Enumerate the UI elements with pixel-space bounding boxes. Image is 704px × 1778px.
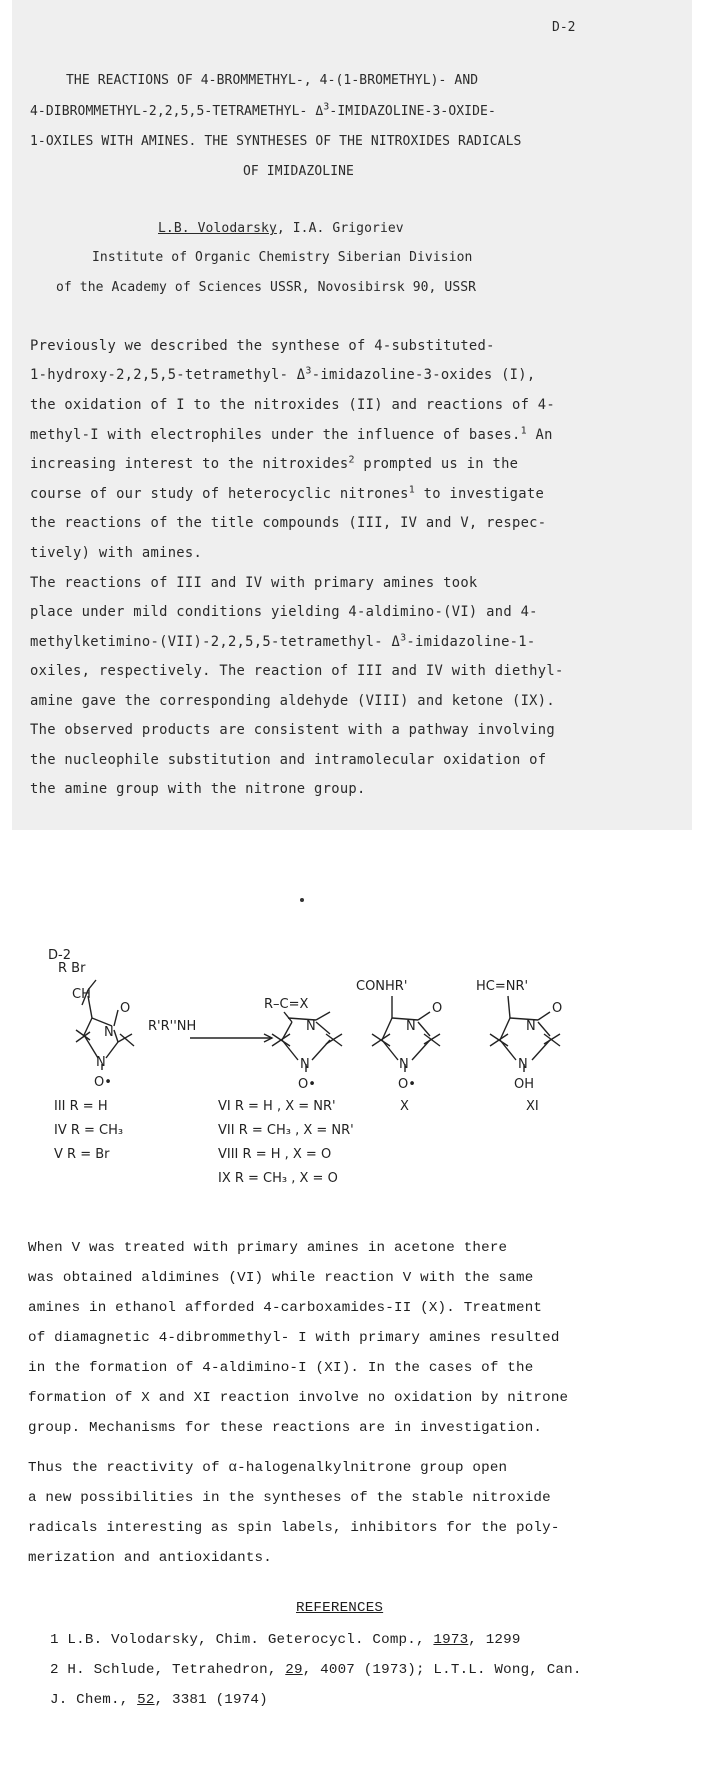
text-line: tively) with amines. xyxy=(30,545,203,561)
text-line: was obtained aldimines (VI) while reaction V with the same xyxy=(28,1270,534,1286)
compound-xi-substituent: HC=NR' xyxy=(476,979,529,994)
start-o: O xyxy=(120,1001,131,1016)
reagent-label: R'R''NH xyxy=(148,1019,197,1034)
text-line: The reactions of III and IV with primary amines took xyxy=(30,575,478,591)
affiliation-line-1: Institute of Organic Chemistry Siberian Division xyxy=(92,250,473,265)
start-compound-v: V R = Br xyxy=(54,1147,110,1162)
start-substituents: R Br xyxy=(58,961,86,976)
product-vii: VII R = CH₃ , X = NR' xyxy=(218,1123,354,1138)
start-n-bottom: N xyxy=(96,1055,106,1070)
text-line: the amine group with the nitrone group. xyxy=(30,781,366,797)
text-line: the nucleophile substitution and intramolecular oxidation of xyxy=(30,752,547,768)
text-line: in the formation of 4-aldimino-I (XI). In the cases of the xyxy=(28,1360,534,1376)
title-line-3: 1-OXILES WITH AMINES. THE SYNTHESES OF THE NITROXIDES RADICALS xyxy=(30,134,522,149)
text-line: The observed products are consistent with a pathway involving xyxy=(30,722,555,738)
text-line: oxiles, respectively. The reaction of III and IV with diethyl- xyxy=(30,663,564,679)
title-line-2: 4-DIBROMMETHYL-2,2,5,5-TETRAMETHYL- $\Delta^3-IMIDAZOLINE-3-OXIDE-$ xyxy=(30,101,496,119)
text-line: the oxidation of I to the nitroxides (II) and reactions of 4- xyxy=(30,397,555,413)
start-o-radical: O• xyxy=(94,1075,112,1090)
text-line: place under mild conditions yielding 4-aldimino-(VI) and 4- xyxy=(30,604,538,620)
page-label: D-2 xyxy=(552,20,576,35)
compound-xi-o: O xyxy=(552,1001,563,1016)
references-heading: REFERENCES xyxy=(296,1600,384,1616)
text-line: formation of X and XI reaction involve no oxidation by nitrone xyxy=(28,1390,569,1406)
product-vi: VI R = H , X = NR' xyxy=(218,1099,336,1114)
text-line: Thus the reactivity of α-halogenalkylnitrone group open xyxy=(28,1460,508,1476)
compound-x-label: X xyxy=(400,1099,409,1114)
compound-x-n-bottom: N xyxy=(399,1057,409,1072)
product-viii: VIII R = H , X = O xyxy=(218,1147,332,1162)
start-n-top: N xyxy=(104,1025,114,1040)
start-compound-iv: IV R = CH₃ xyxy=(54,1123,124,1138)
product-n-bottom: N xyxy=(300,1057,310,1072)
affiliation-line-2: of the Academy of Sciences USSR, Novosibirsk 90, USSR xyxy=(56,280,477,295)
text-line: When V was treated with primary amines in acetone there xyxy=(28,1240,508,1256)
compound-xi-label: XI xyxy=(526,1099,539,1114)
compound-xi-oh: OH xyxy=(514,1077,535,1092)
text-line: radicals interesting as spin labels, inhibitors for the poly- xyxy=(28,1520,560,1536)
text-line: methyl-I with electrophiles under the influence of bases.$^1$ An xyxy=(30,425,553,443)
reference-2: 2 H. Schlude, Tetrahedron, 29, 4007 (1973); L.T.L. Wong, Can. xyxy=(50,1662,582,1678)
product-o-radical: O• xyxy=(298,1077,316,1092)
reference-2-cont: J. Chem., 52, 3381 (1974) xyxy=(50,1692,268,1708)
text-line: course of our study of heterocyclic nitrones$^1$ to investigate xyxy=(30,484,545,502)
scan-speck xyxy=(300,898,304,902)
start-ch: CH xyxy=(72,987,91,1002)
reaction-scheme xyxy=(40,960,680,1230)
text-line: increasing interest to the nitroxides$^2$ prompted us in the xyxy=(30,454,519,472)
compound-xi-n-bottom: N xyxy=(518,1057,528,1072)
text-line: the reactions of the title compounds (III, IV and V, respec- xyxy=(30,515,547,531)
compound-x-o: O xyxy=(432,1001,443,1016)
text-line: amine gave the corresponding aldehyde (VIII) and ketone (IX). xyxy=(30,693,555,709)
authors: L.B. Volodarsky, I.A. Grigoriev xyxy=(158,221,404,236)
start-compound-iii: III R = H xyxy=(54,1099,108,1114)
text-line: 1-hydroxy-2,2,5,5-tetramethyl- $\Delta^3-imidazoline-3$-oxides (I), xyxy=(30,365,536,383)
product-substituent: R–C=X xyxy=(264,997,309,1012)
scheme-page-label: D-2 xyxy=(48,948,71,963)
product-n-top: N xyxy=(306,1019,316,1034)
product-ix: IX R = CH₃ , X = O xyxy=(218,1171,338,1186)
title-line-4: OF IMIDAZOLINE xyxy=(243,164,354,179)
text-line: a new possibilities in the syntheses of the stable nitroxide xyxy=(28,1490,551,1506)
compound-x-n-top: N xyxy=(406,1019,416,1034)
text-line: merization and antioxidants. xyxy=(28,1550,272,1566)
text-line: methylketimino-(VII)-2,2,5,5-tetramethyl- $\Delta^3-imidazoline-1-$ xyxy=(30,632,536,650)
text-line: of diamagnetic 4-dibrommethyl- I with primary amines resulted xyxy=(28,1330,560,1346)
text-line: Previously we described the synthese of 4-substituted- xyxy=(30,338,495,354)
compound-x-o-radical: O• xyxy=(398,1077,416,1092)
text-line: amines in ethanol afforded 4-carboxamides-II (X). Treatment xyxy=(28,1300,543,1316)
text-line: group. Mechanisms for these reactions are in investigation. xyxy=(28,1420,543,1436)
compound-xi-n-top: N xyxy=(526,1019,536,1034)
reference-1: 1 L.B. Volodarsky, Chim. Geterocycl. Comp., 1973, 1299 xyxy=(50,1632,521,1648)
title-line-1: THE REACTIONS OF 4-BROMMETHYL-, 4-(1-BROMETHYL)- AND xyxy=(66,73,479,88)
compound-x-substituent: CONHR' xyxy=(356,979,408,994)
